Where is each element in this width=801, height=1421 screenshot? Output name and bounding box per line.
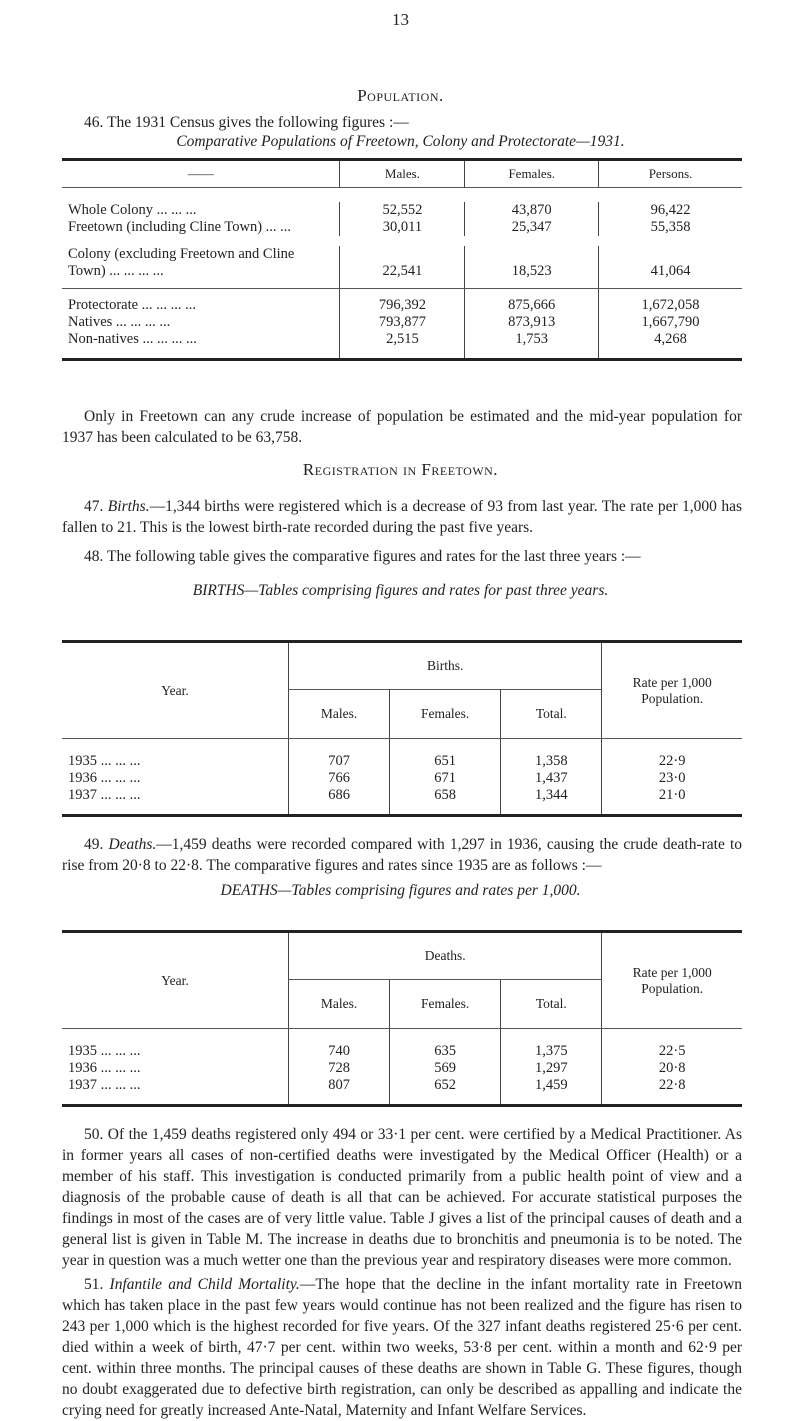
table-row <box>62 1043 742 1060</box>
deaths-col-rate: Rate per 1,000 Population. <box>602 932 742 1029</box>
row-label: Colony (excluding Freetown and Cline <box>68 246 295 262</box>
cell-males: 686 <box>289 787 390 816</box>
deaths-col-year: Year. <box>62 932 289 1029</box>
table-row <box>62 787 742 816</box>
cell-males: 796,392 <box>340 289 465 315</box>
cell-persons: 55,358 <box>599 219 742 236</box>
births-table-caption: BIRTHS—Tables comprising figures and rates for past three years. <box>192 582 609 599</box>
para47-text: —1,344 births were registered which is a decrease of 93 from last year. The rate per 1,000 has fallen to 21. This is the lowest birth-rate recorded during the past five years. <box>62 498 743 536</box>
cell-males: 22,541 <box>340 263 465 289</box>
paragraph-48: 48. The following table gives the comparative figures and rates for the last three years :— <box>84 548 641 565</box>
row-year: 1935 ... ... ... <box>68 1043 141 1059</box>
births-col-males: Males. <box>289 690 390 739</box>
population-note: Only in Freetown can any crude increase of population be estimated and the mid-year population for 1937 has been calculated to be 63,758. <box>62 408 742 446</box>
cell-females: 18,523 <box>465 263 599 289</box>
row-label: Whole Colony ... ... ... <box>68 202 197 218</box>
cell-rate: 22·8 <box>602 1077 742 1106</box>
cell-females: 652 <box>390 1077 501 1106</box>
cell-females: 635 <box>390 1043 501 1060</box>
cell-males: 766 <box>289 770 390 787</box>
table-row <box>62 263 742 289</box>
births-col-year: Year. <box>62 642 289 739</box>
cell-total: 1,297 <box>501 1060 602 1077</box>
cell-females: 873,913 <box>465 314 599 331</box>
population-col-females: Females. <box>465 160 599 188</box>
table-row <box>62 1060 742 1077</box>
table-row <box>62 314 742 331</box>
cell-females: 651 <box>390 753 501 770</box>
row-label: Non-natives ... ... ... ... <box>62 331 340 360</box>
para49-number: 49. <box>84 836 104 853</box>
cell-females: 43,870 <box>465 202 599 219</box>
cell-females: 1,753 <box>465 331 599 360</box>
para51-text: —The hope that the decline in the infant mortality rate in Freetown which has taken place in the past few years would continue has not been realized and the figure has risen to 243 per 1,000 which is the highest recorded for five years. Of the 327 infant deaths registered 25·6 per cent. died within a week of birth, 47·7 per cent. within two weeks, 53·8 per cent. within a month and 62·9 per cent. within three months. The principal causes of these deaths are shown in Table G. These figures, though no doubt exaggerated due to defective birth registration, can only be described as appalling and indicate the crying need for greatly increased Ante-Natal, Maternity and Infant Welfare Services. <box>62 1276 743 1419</box>
cell-males: 807 <box>289 1077 390 1106</box>
para47-title: Births. <box>107 498 150 515</box>
cell-persons: 4,268 <box>599 331 742 360</box>
deaths-table <box>62 930 742 1107</box>
para49-title: Deaths. <box>108 836 157 853</box>
table-row <box>62 219 742 236</box>
row-label: Natives ... ... ... ... <box>68 314 171 330</box>
deaths-col-males: Males. <box>289 980 390 1029</box>
births-table <box>62 640 742 817</box>
deaths-table-caption: DEATHS—Tables comprising figures and rates per 1,000. <box>220 882 581 899</box>
births-col-group: Births. <box>289 642 602 690</box>
cell-males: 740 <box>289 1043 390 1060</box>
deaths-col-females: Females. <box>390 980 501 1029</box>
cell-females: 875,666 <box>465 289 599 315</box>
cell-rate: 23·0 <box>602 770 742 787</box>
row-label-continued: Town) ... ... ... ... <box>62 263 340 289</box>
row-year: 1937 ... ... ... <box>62 787 289 816</box>
deaths-col-group: Deaths. <box>289 932 602 980</box>
cell-total: 1,375 <box>501 1043 602 1060</box>
row-year: 1936 ... ... ... <box>68 1060 141 1076</box>
row-year: 1935 ... ... ... <box>68 753 141 769</box>
cell-females: 25,347 <box>465 219 599 236</box>
cell-males: 707 <box>289 753 390 770</box>
cell-persons: 1,672,058 <box>599 289 742 315</box>
page-number: 13 <box>392 10 409 29</box>
table-row <box>62 289 742 315</box>
population-col-males: Males. <box>340 160 465 188</box>
cell-persons: 96,422 <box>599 202 742 219</box>
paragraph-47 <box>62 496 742 538</box>
population-heading: Population. <box>357 86 444 105</box>
population-col-persons: Persons. <box>599 160 742 188</box>
row-year: 1937 ... ... ... <box>62 1077 289 1106</box>
paragraph-49 <box>62 834 742 876</box>
population-col-blank: —— <box>62 160 340 188</box>
paragraph-51 <box>62 1274 742 1421</box>
deaths-col-total: Total. <box>501 980 602 1029</box>
cell-total: 1,358 <box>501 753 602 770</box>
cell-males: 52,552 <box>340 202 465 219</box>
cell-males: 2,515 <box>340 331 465 360</box>
row-year: 1936 ... ... ... <box>68 770 141 786</box>
cell-total: 1,437 <box>501 770 602 787</box>
cell-rate: 22·9 <box>602 753 742 770</box>
cell-rate: 22·5 <box>602 1043 742 1060</box>
cell-total: 1,344 <box>501 787 602 816</box>
table-row <box>62 770 742 787</box>
table-row <box>62 202 742 219</box>
births-col-total: Total. <box>501 690 602 739</box>
cell-males: 728 <box>289 1060 390 1077</box>
cell-rate: 21·0 <box>602 787 742 816</box>
paragraph-46: 46. The 1931 Census gives the following figures :— <box>84 114 409 131</box>
table-row <box>62 246 742 263</box>
population-table <box>62 158 742 361</box>
table-row <box>62 753 742 770</box>
registration-heading: Registration in Freetown. <box>302 460 499 479</box>
cell-total: 1,459 <box>501 1077 602 1106</box>
para51-number: 51. <box>84 1276 104 1293</box>
births-col-females: Females. <box>390 690 501 739</box>
cell-males: 30,011 <box>340 219 465 236</box>
para47-number: 47. <box>84 498 104 515</box>
table-row <box>62 1077 742 1106</box>
births-col-rate: Rate per 1,000 Population. <box>602 642 742 739</box>
paragraph-50: 50. Of the 1,459 deaths registered only 494 or 33·1 per cent. were certified by a Medical Practitioner. As in former years all cases of non-certified deaths were investigated by the Medical Officer (Health) or a member of his staff. This investigation is conducted primarily from a public health point of view and a diagnosis of the probable cause of death is all that can be achieved. For accurate statistical purposes the findings in most of the cases are of very little value. Table J gives a list of the principal causes of death and a general list is given in Table M. The increase in deaths due to bronchitis and pneumonia is to be noted. The year in question was a much wetter one than the previous year and respiratory diseases were more common. <box>62 1126 742 1269</box>
cell-persons: 1,667,790 <box>599 314 742 331</box>
cell-females: 658 <box>390 787 501 816</box>
row-label: Protectorate ... ... ... ... <box>68 297 197 313</box>
para49-text: —1,459 deaths were recorded compared with 1,297 in 1936, causing the crude death-rate to rise from 20·8 to 22·8. The comparative figures and rates since 1935 are as follows :— <box>62 836 742 874</box>
table-row <box>62 331 742 360</box>
row-label: Freetown (including Cline Town) ... ... <box>68 219 292 235</box>
cell-females: 569 <box>390 1060 501 1077</box>
population-table-caption: Comparative Populations of Freetown, Colony and Protectorate—1931. <box>176 133 625 150</box>
cell-females: 671 <box>390 770 501 787</box>
cell-males: 793,877 <box>340 314 465 331</box>
cell-rate: 20·8 <box>602 1060 742 1077</box>
para51-title: Infantile and Child Mortality. <box>109 1276 300 1293</box>
cell-persons: 41,064 <box>599 263 742 289</box>
